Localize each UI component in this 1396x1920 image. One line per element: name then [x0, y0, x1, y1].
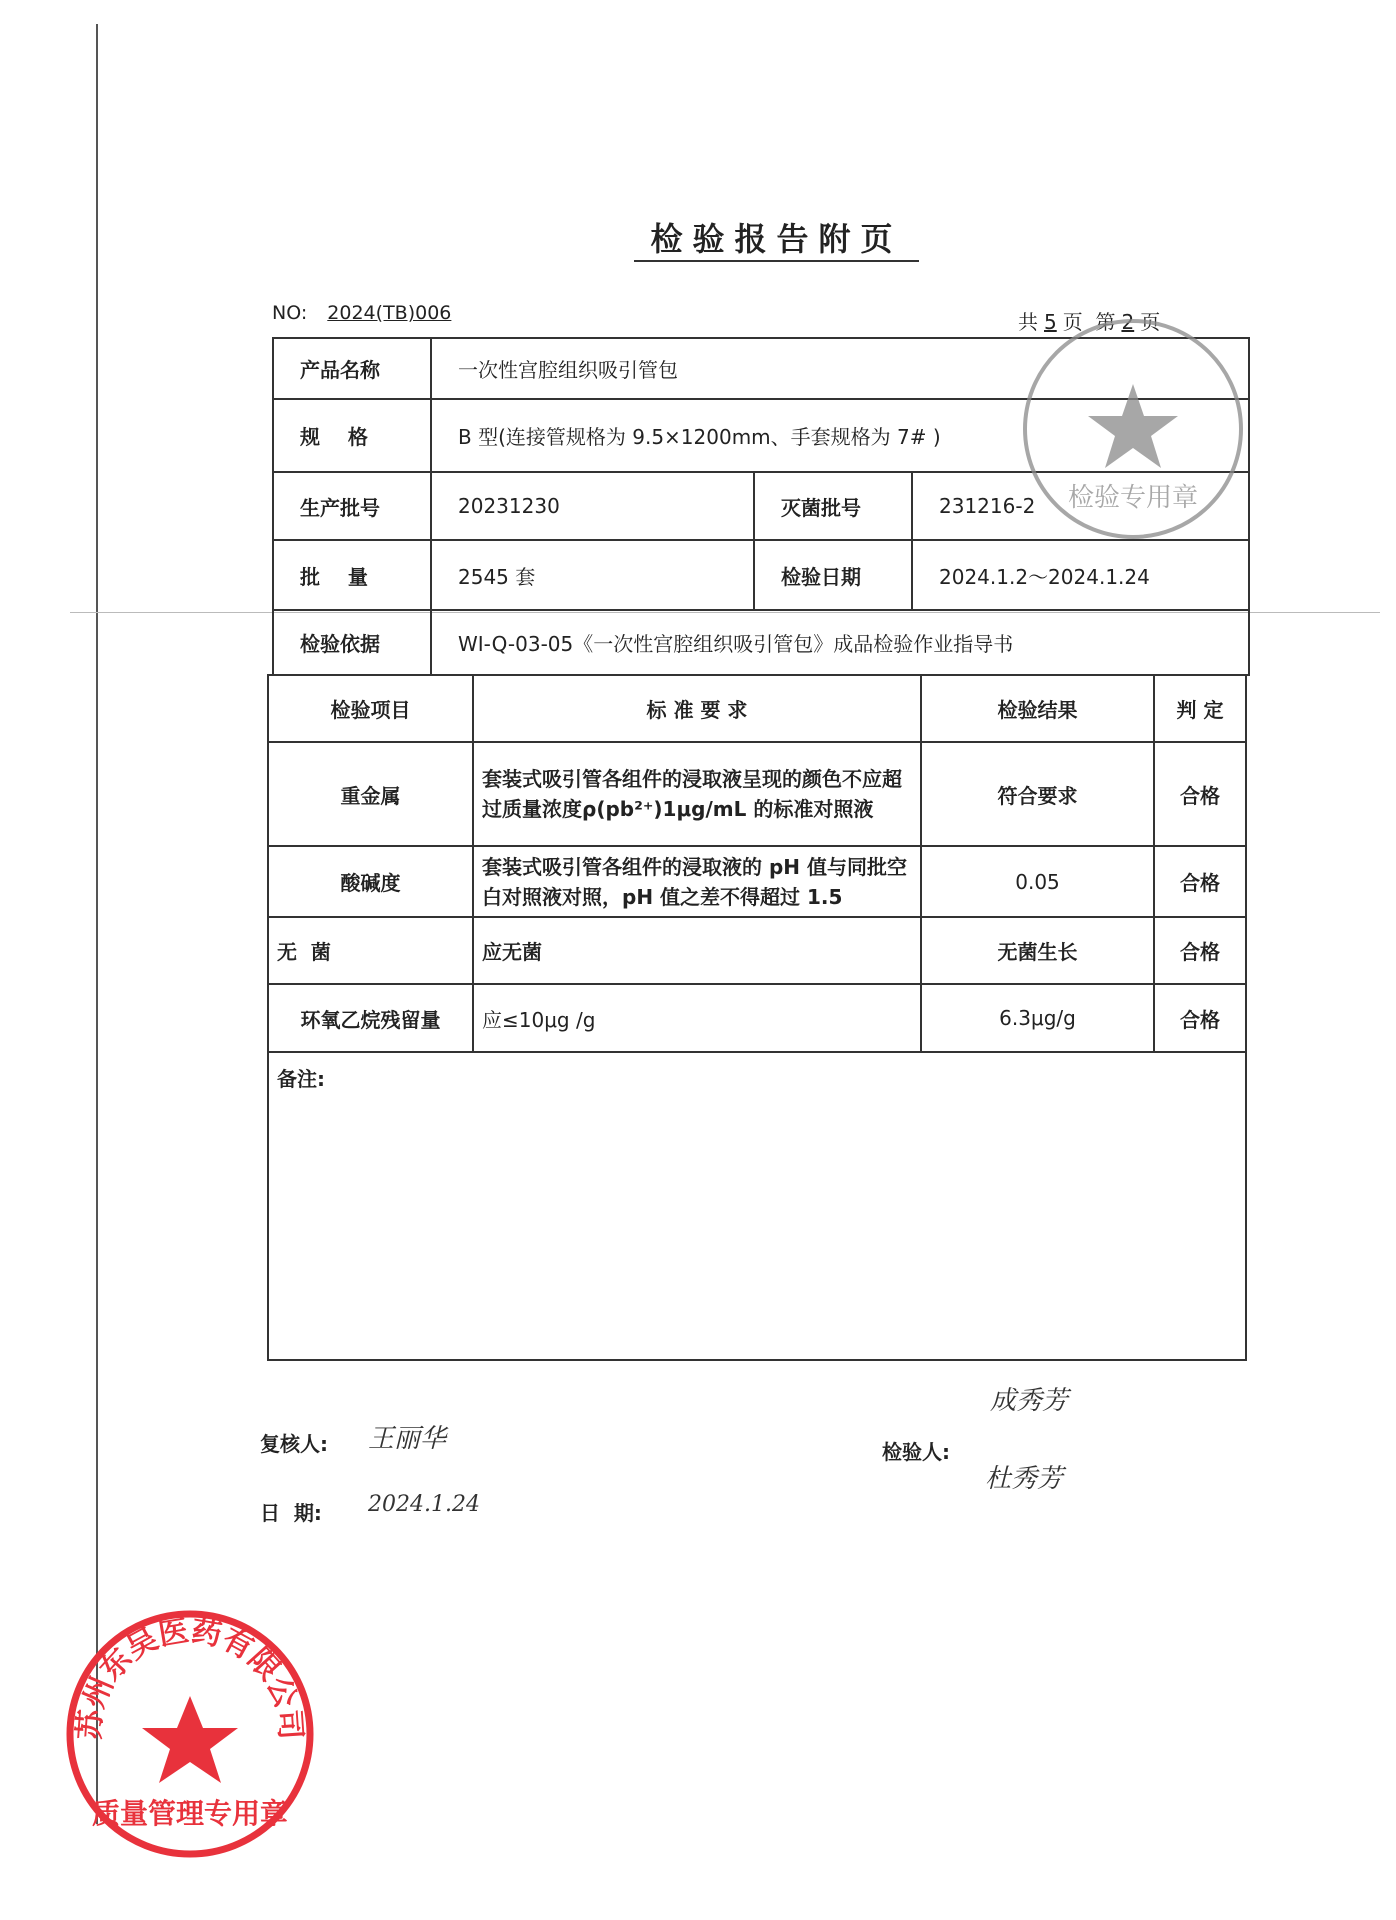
- spec: B 型(连接管规格为 9.5×1200mm、手套规格为 7# ): [431, 399, 1249, 472]
- result: 符合要求: [921, 742, 1154, 846]
- requirement: 套装式吸引管各组件的浸取液的 pH 值与同批空白对照液对照，pH 值之差不得超过 1.5: [473, 846, 921, 917]
- total-pages: 5: [1044, 310, 1057, 334]
- svg-text:苏州东吴医药有限公司: 苏州东吴医药有限公司: [72, 1613, 308, 1741]
- test-date: 2024.1.2～2024.1.24: [912, 540, 1249, 610]
- table-row: [268, 742, 1246, 846]
- product-name: 一次性宫腔组织吸引管包: [431, 338, 1249, 399]
- header-item: 检验项目: [268, 675, 473, 742]
- inspector-signature-2: 杜秀芳: [985, 1464, 1064, 1494]
- batch-label: 生产批号: [273, 472, 431, 540]
- requirement: 套装式吸引管各组件的浸取液呈现的颜色不应超过质量浓度ρ(pb²⁺)1μg/mL 的标准对照液: [473, 742, 921, 846]
- sterile-batch-label: 灭菌批号: [754, 472, 912, 540]
- svg-text:检验专用章: 检验专用章: [1067, 483, 1199, 513]
- item: 酸碱度: [268, 846, 473, 917]
- verdict: 合格: [1154, 984, 1246, 1052]
- item: 环氧乙烷残留量: [268, 984, 473, 1052]
- svg-text:质量管理专用章: 质量管理专用章: [91, 1797, 289, 1830]
- result: 6.3μg/g: [921, 984, 1154, 1052]
- date-label: 日 期:: [260, 1501, 322, 1525]
- verdict: 合格: [1154, 742, 1246, 846]
- current-suffix: 页: [1140, 310, 1161, 334]
- report-number: [272, 302, 451, 324]
- table-row: [268, 917, 1246, 984]
- table-row: [268, 846, 1246, 917]
- batch: 20231230: [431, 472, 754, 540]
- table-row: [268, 984, 1246, 1052]
- requirement: 应无菌: [473, 917, 921, 984]
- star-icon: [142, 1696, 238, 1783]
- requirement: 应≤10μg /g: [473, 984, 921, 1052]
- quality-stamp: [64, 1608, 316, 1860]
- page-title: 检验报告附页: [634, 214, 919, 262]
- table-row: [273, 610, 1249, 675]
- verdict: 合格: [1154, 917, 1246, 984]
- result: 0.05: [921, 846, 1154, 917]
- report-number-value: 2024(TB)006: [327, 302, 452, 324]
- header-result: 检验结果: [921, 675, 1154, 742]
- test-date-label: 检验日期: [754, 540, 912, 610]
- header-requirement: 标 准 要 求: [473, 675, 921, 742]
- sterile-batch: 231216-2: [912, 472, 1249, 540]
- report-number-label: NO:: [272, 302, 308, 324]
- results-table: [267, 674, 1247, 1361]
- verdict: 合格: [1154, 846, 1246, 917]
- item: 重金属: [268, 742, 473, 846]
- quantity: 2545 套: [431, 540, 754, 610]
- spec-label: 规 格: [273, 399, 431, 472]
- review-date: 2024.1.24: [368, 1492, 480, 1517]
- inspector-signature-1: 成秀芳: [990, 1386, 1069, 1416]
- quantity-label: 批 量: [273, 540, 431, 610]
- remark-row: [268, 1052, 1246, 1360]
- star-icon: [1088, 384, 1178, 468]
- reviewer-signature: 王丽华: [368, 1424, 447, 1454]
- current-page: 2: [1121, 310, 1135, 334]
- total-prefix: 共: [1018, 310, 1038, 334]
- table-header-row: [268, 675, 1246, 742]
- remark-label: 备注:: [268, 1052, 1246, 1360]
- inspection-stamp: [1020, 316, 1246, 542]
- header-verdict: 判 定: [1154, 675, 1246, 742]
- product-name-label: 产品名称: [273, 338, 431, 399]
- current-prefix: 第: [1095, 310, 1116, 334]
- inspector-label: 检验人:: [882, 1440, 950, 1464]
- scan-edge-line: [96, 24, 98, 1824]
- result: 无菌生长: [921, 917, 1154, 984]
- basis-label: 检验依据: [273, 610, 431, 675]
- reviewer-label: 复核人:: [260, 1432, 328, 1456]
- total-suffix: 页: [1062, 310, 1083, 334]
- table-row: [273, 540, 1249, 610]
- item: 无 菌: [268, 917, 473, 984]
- basis: WI-Q-03-05《一次性宫腔组织吸引管包》成品检验作业指导书: [431, 610, 1249, 675]
